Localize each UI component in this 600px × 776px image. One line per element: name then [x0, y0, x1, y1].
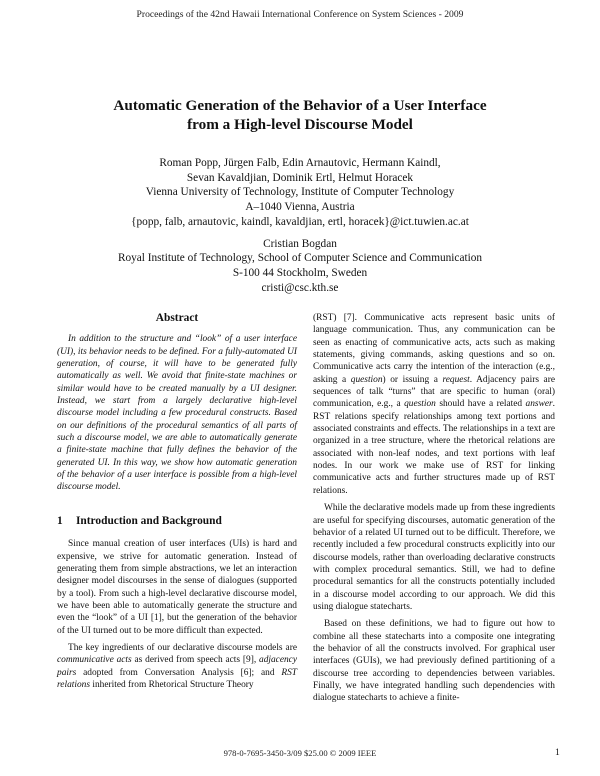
intro-paragraph-1: Since manual creation of user interfaces (UIs) is hard and expensive, we strive for automatic generation. Instead of generating them from simple abstractions, we let an interaction designer model discourses in the sense of dialogues (supported by a tool). From such a high-level declarative discourse model, we have been able to automatically generate the structure and even the “look” of a UI [1], but the generation of the behavior of the UI turned out to be more difficult than expected. — [57, 539, 297, 636]
address-2: S-100 44 Stockholm, Sweden — [232, 266, 368, 279]
intro-paragraph-2: The key ingredients of our declarative discourse models are communicative acts as derived from speech acts [9], adjacency pairs adopted from Conversation Analysis [6]; and RST relations inherited from Rhetorical Structure Theory — [57, 642, 297, 690]
paper-title — [40, 96, 560, 134]
right-paragraph-3: Based on these definitions, we had to figure out how to combine all these statecharts into a composite one integrating the behavior of all the constructs involved. For graphical user interfaces (GUIs), we had previously defined partitioning of a discourse tree according to dependencies between variables. Finally, we have integrated handling such dependencies with dialogue statecharts to achieve a finite- — [313, 619, 555, 704]
title-line-2: from a High-level Discourse Model — [187, 116, 413, 133]
copyright-footer: 978-0-7695-3450-3/09 $25.00 © 2009 IEEE — [223, 748, 377, 758]
abstract-text: In addition to the structure and “look” of a user interface (UI), its behavior needs to be defined. For a fully-automated UI generation, of course, it will have to be generated fully automatically as well. We avoid that finite-state machines or similar would have to be created manually by a UI designer. Instead, we start from a largely declarative high-level discourse model including a few procedural constructs. Based on our definitions of the procedural semantics of all parts of such a discourse model, we are able to automatically generate a finite-state machine that fully defines the behavior of the generated UI. In this way, we show how automatic generation of the behavior of a user interface is possible from a high-level discourse model. — [57, 334, 297, 493]
author-name-2: Cristian Bogdan — [263, 237, 337, 250]
right-paragraph-1: (RST) [7]. Communicative acts represent basic units of language communication. Thus, any communication can be seen as enacting of communicative acts, acts such as making statements, giving commands, asking questions and so on. Communicative acts carry the intention of the interaction (e.g., asking a question) or issuing a request. Adjacency pairs are sequences of talk “turns” that are specific to human (oral) communication, e.g., a question should have a related answer. RST relations specify relationships among text portions and associated constraints and effects. The relationships in a text are organized in a tree structure, where the rhetorical relations are associated with non-leaf nodes, and text portions with leaf nodes. In our work we make use of RST for linking communicative acts and further structures made up of RST relations. — [313, 313, 555, 496]
right-paragraph-2: While the declarative models made up from these ingredients are useful for specifying discourses, automatic generation of the behavior of a related UI turned out to be difficult. Therefore, we recently included a few procedural constructs explicitly into our discourse models, rather than overloading declarative constructs with complex procedural semantics. Still, we had to define procedural semantics for all the constructs potentially included in a discourse model according to our approach. We did this using dialogue statecharts. — [313, 503, 555, 612]
author-names-2: Sevan Kavaldjian, Dominik Ertl, Helmut Horacek — [186, 171, 414, 184]
section-title: Introduction and Background — [76, 514, 222, 527]
section-heading — [57, 515, 297, 527]
email-1: {popp, falb, arnautovic, kaindl, kavaldjian, ertl, horacek}@ict.tuwien.ac.at — [131, 215, 469, 228]
address-1: A–1040 Vienna, Austria — [245, 201, 355, 214]
author-names-1: Roman Popp, Jürgen Falb, Edin Arnautovic, Hermann Kaindl, — [159, 157, 441, 169]
affiliation-2: Royal Institute of Technology, School of Computer Science and Communication — [117, 252, 483, 265]
email-2: cristi@csc.kth.se — [261, 281, 339, 294]
title-line-1: Automatic Generation of the Behavior of a User Interface — [113, 97, 487, 114]
running-head: Proceedings of the 42nd Hawaii International Conference on System Sciences - 2009 — [136, 9, 464, 20]
affiliation-1: Vienna University of Technology, Institute of Computer Technology — [145, 186, 455, 199]
right-column — [313, 312, 555, 705]
abstract-heading: Abstract — [155, 312, 199, 324]
author-block — [40, 156, 560, 295]
page-number: 1 — [555, 747, 560, 758]
section-number: 1 — [57, 514, 63, 527]
left-column — [57, 312, 297, 691]
